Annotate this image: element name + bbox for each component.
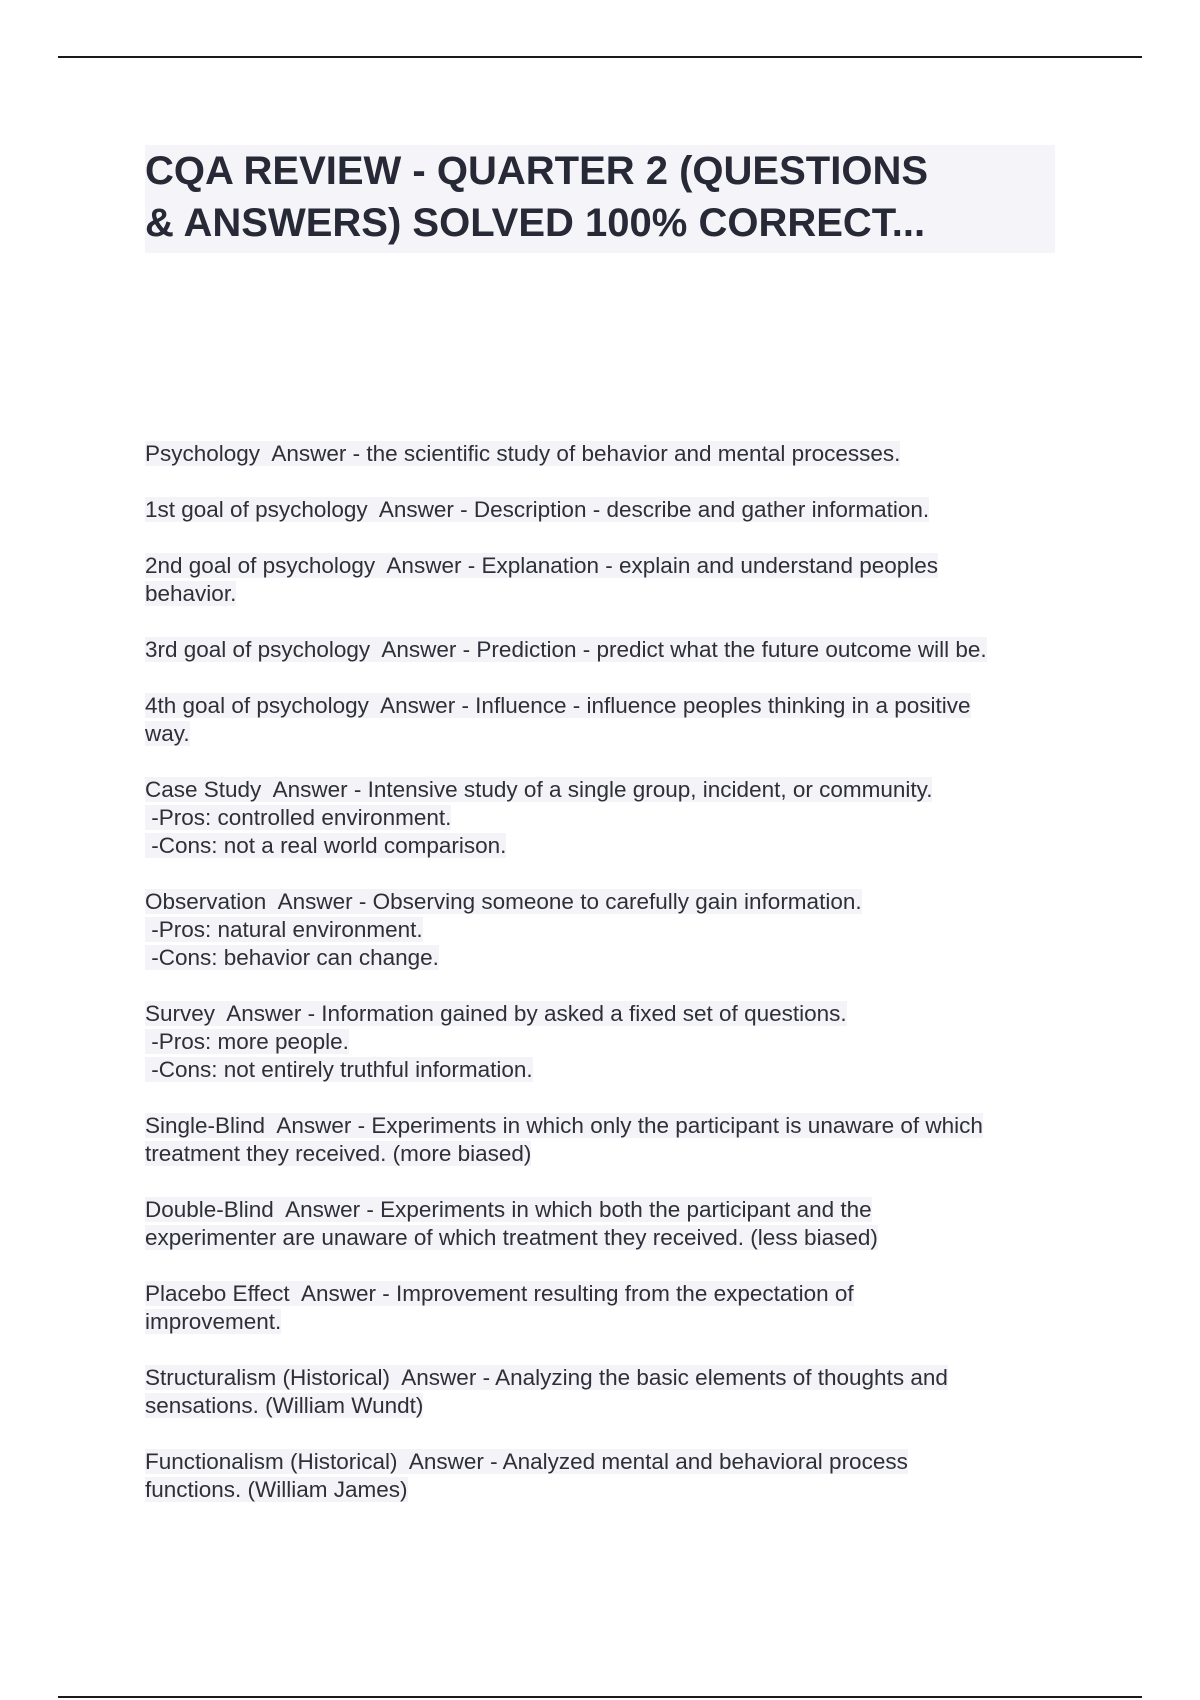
qa-line-text: 4th goal of psychology Answer - Influence - influence peoples thinking in a positive: [145, 693, 971, 718]
qa-line-text: functions. (William James): [145, 1477, 408, 1502]
qa-list: [145, 440, 1065, 1532]
qa-line: [145, 1196, 1065, 1224]
qa-line-text: Case Study Answer - Intensive study of a single group, incident, or community.: [145, 777, 933, 802]
qa-line: [145, 1392, 1065, 1420]
qa-line: [145, 1448, 1065, 1476]
qa-line: [145, 1280, 1065, 1308]
qa-line-text: Double-Blind Answer - Experiments in which both the participant and the: [145, 1197, 872, 1222]
qa-line: [145, 1308, 1065, 1336]
qa-line: [145, 1112, 1065, 1140]
qa-line-text: -Cons: behavior can change.: [145, 945, 439, 970]
qa-line: [145, 916, 1065, 944]
qa-line: [145, 496, 1065, 524]
qa-entry: [145, 1000, 1065, 1084]
qa-line-text: Single-Blind Answer - Experiments in which only the participant is unaware of which: [145, 1113, 983, 1138]
qa-line: [145, 1028, 1065, 1056]
qa-line: [145, 552, 1065, 580]
qa-line-text: behavior.: [145, 581, 237, 606]
qa-line-text: -Pros: more people.: [145, 1029, 349, 1054]
qa-entry: [145, 496, 1065, 524]
title-line-2: & ANSWERS) SOLVED 100% CORRECT...: [145, 201, 926, 245]
qa-line: [145, 1476, 1065, 1504]
qa-line-text: sensations. (William Wundt): [145, 1393, 424, 1418]
qa-line-text: Observation Answer - Observing someone to carefully gain information.: [145, 889, 862, 914]
qa-line: [145, 804, 1065, 832]
qa-line: [145, 580, 1065, 608]
qa-entry: [145, 1448, 1065, 1504]
qa-line-text: treatment they received. (more biased): [145, 1141, 532, 1166]
qa-line: [145, 1056, 1065, 1084]
qa-line-text: Survey Answer - Information gained by asked a fixed set of questions.: [145, 1001, 847, 1026]
qa-line: [145, 888, 1065, 916]
qa-line-text: 1st goal of psychology Answer - Description - describe and gather information.: [145, 497, 930, 522]
qa-line: [145, 1364, 1065, 1392]
bottom-divider: [58, 1696, 1142, 1698]
qa-line: [145, 1140, 1065, 1168]
qa-line-text: Placebo Effect Answer - Improvement resulting from the expectation of: [145, 1281, 854, 1306]
qa-line: [145, 1224, 1065, 1252]
qa-entry: [145, 776, 1065, 860]
qa-entry: [145, 1364, 1065, 1420]
qa-line-text: -Cons: not a real world comparison.: [145, 833, 507, 858]
qa-line-text: -Cons: not entirely truthful information.: [145, 1057, 533, 1082]
qa-line-text: improvement.: [145, 1309, 282, 1334]
qa-entry: [145, 1196, 1065, 1252]
qa-entry: [145, 1112, 1065, 1168]
qa-line-text: way.: [145, 721, 190, 746]
qa-line: [145, 1000, 1065, 1028]
qa-line: [145, 692, 1065, 720]
document-title: [145, 145, 1055, 249]
qa-line: [145, 832, 1065, 860]
qa-line: [145, 720, 1065, 748]
qa-entry: [145, 692, 1065, 748]
qa-line-text: Structuralism (Historical) Answer - Analyzing the basic elements of thoughts and: [145, 1365, 948, 1390]
qa-line-text: experimenter are unaware of which treatment they received. (less biased): [145, 1225, 878, 1250]
qa-entry: [145, 1280, 1065, 1336]
qa-line-text: -Pros: natural environment.: [145, 917, 423, 942]
qa-line: [145, 440, 1065, 468]
title-line-1: CQA REVIEW - QUARTER 2 (QUESTIONS: [145, 149, 929, 193]
qa-entry: [145, 636, 1065, 664]
qa-line: [145, 776, 1065, 804]
qa-line: [145, 636, 1065, 664]
qa-entry: [145, 888, 1065, 972]
qa-line-text: -Pros: controlled environment.: [145, 805, 452, 830]
qa-entry: [145, 440, 1065, 468]
qa-line-text: Functionalism (Historical) Answer - Analyzed mental and behavioral process: [145, 1449, 908, 1474]
qa-line-text: Psychology Answer - the scientific study of behavior and mental processes.: [145, 441, 901, 466]
qa-line: [145, 944, 1065, 972]
qa-line-text: 3rd goal of psychology Answer - Prediction - predict what the future outcome will be.: [145, 637, 987, 662]
qa-entry: [145, 552, 1065, 608]
title-block: [145, 145, 1055, 253]
qa-line-text: 2nd goal of psychology Answer - Explanation - explain and understand peoples: [145, 553, 939, 578]
top-divider: [58, 56, 1142, 58]
